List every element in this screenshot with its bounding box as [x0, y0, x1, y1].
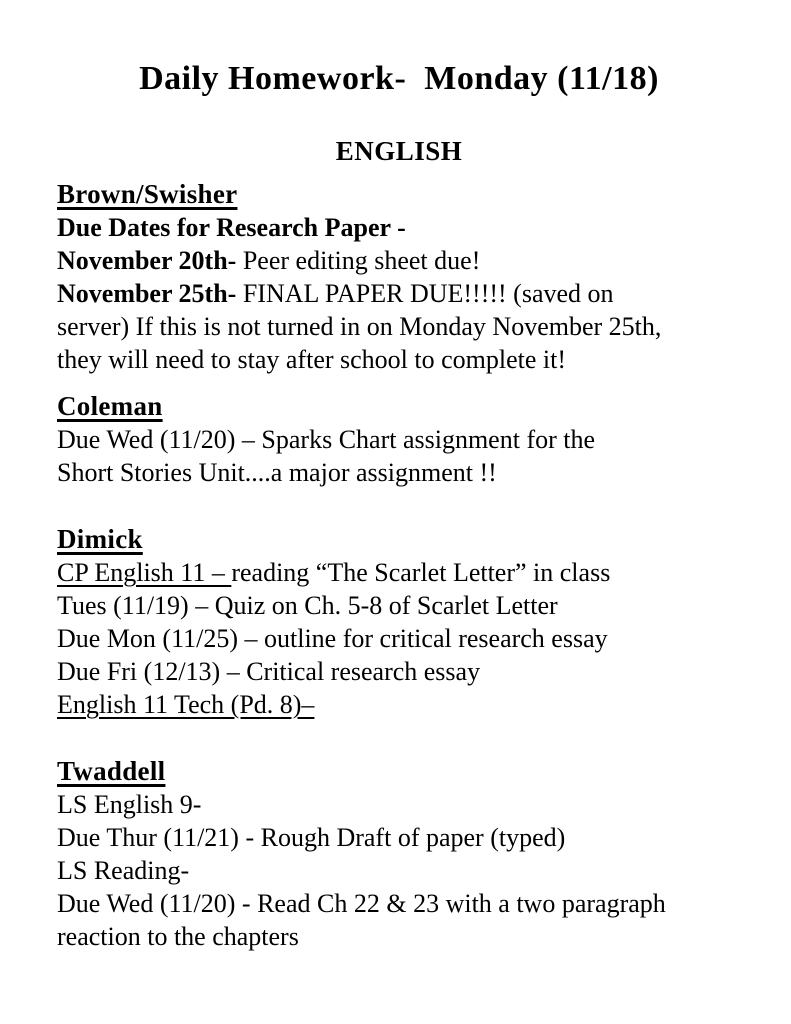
line-text-part: Peer editing sheet due! — [236, 246, 481, 275]
line-bold-part: November 25th- — [57, 279, 237, 308]
line-underline-part: English 11 Tech (Pd. 8)– — [57, 690, 315, 719]
line-text-part: reading “The Scarlet Letter” in class — [231, 558, 611, 587]
homework-line — [57, 556, 741, 589]
homework-line — [57, 456, 741, 489]
subject-header: ENGLISH — [335, 136, 463, 166]
line-underline-part: CP English 11 – — [57, 558, 232, 587]
homework-line — [57, 655, 741, 688]
section-brown-swisher — [57, 178, 741, 376]
line-bold-part: November 20th- — [57, 246, 237, 275]
homework-line — [57, 788, 741, 821]
line-text-part: LS English 9- — [57, 790, 202, 819]
teacher-name-heading: Coleman — [57, 391, 163, 421]
line-text-part: Due Wed (11/20) – Sparks Chart assignment for the — [57, 425, 596, 454]
line-text-part: server) If this is not turned in on Monday November 25th, — [57, 312, 662, 341]
homework-line — [57, 854, 741, 887]
line-text-part: Tues (11/19) – Quiz on Ch. 5-8 of Scarlet Letter — [57, 591, 558, 620]
homework-line — [57, 821, 741, 854]
section-twaddell — [57, 755, 741, 953]
line-text-part: Short Stories Unit....a major assignment !! — [57, 458, 497, 487]
line-text-part: they will need to stay after school to complete it! — [57, 345, 567, 374]
teacher-name-heading: Twaddell — [57, 756, 166, 786]
line-text-part: Due Thur (11/21) - Rough Draft of paper (typed) — [57, 823, 566, 852]
homework-line — [57, 423, 741, 456]
line-bold-part: Due Dates for Research Paper - — [57, 213, 406, 242]
homework-line — [57, 887, 741, 920]
line-text-part: Due Wed (11/20) - Read Ch 22 & 23 with a two paragraph — [57, 889, 666, 918]
teacher-name-heading: Brown/Swisher — [57, 179, 238, 209]
section-coleman — [57, 390, 741, 489]
line-text-part: reaction to the chapters — [57, 922, 299, 951]
homework-line — [57, 622, 741, 655]
section-dimick — [57, 523, 741, 721]
page-title: Daily Homework- Monday (11/18) — [139, 60, 659, 97]
line-text-part: Due Fri (12/13) – Critical research essay — [57, 657, 481, 686]
homework-line — [57, 244, 741, 277]
homework-line — [57, 343, 741, 376]
line-text-part: Due Mon (11/25) – outline for critical research essay — [57, 624, 608, 653]
homework-line — [57, 211, 741, 244]
homework-line — [57, 920, 741, 953]
teacher-name-heading: Dimick — [57, 524, 143, 554]
line-text-part: FINAL PAPER DUE!!!!! (saved on — [236, 279, 614, 308]
line-text-part: LS Reading- — [57, 856, 190, 885]
homework-line — [57, 688, 741, 721]
homework-line — [57, 310, 741, 343]
homework-line — [57, 589, 741, 622]
homework-line — [57, 277, 741, 310]
